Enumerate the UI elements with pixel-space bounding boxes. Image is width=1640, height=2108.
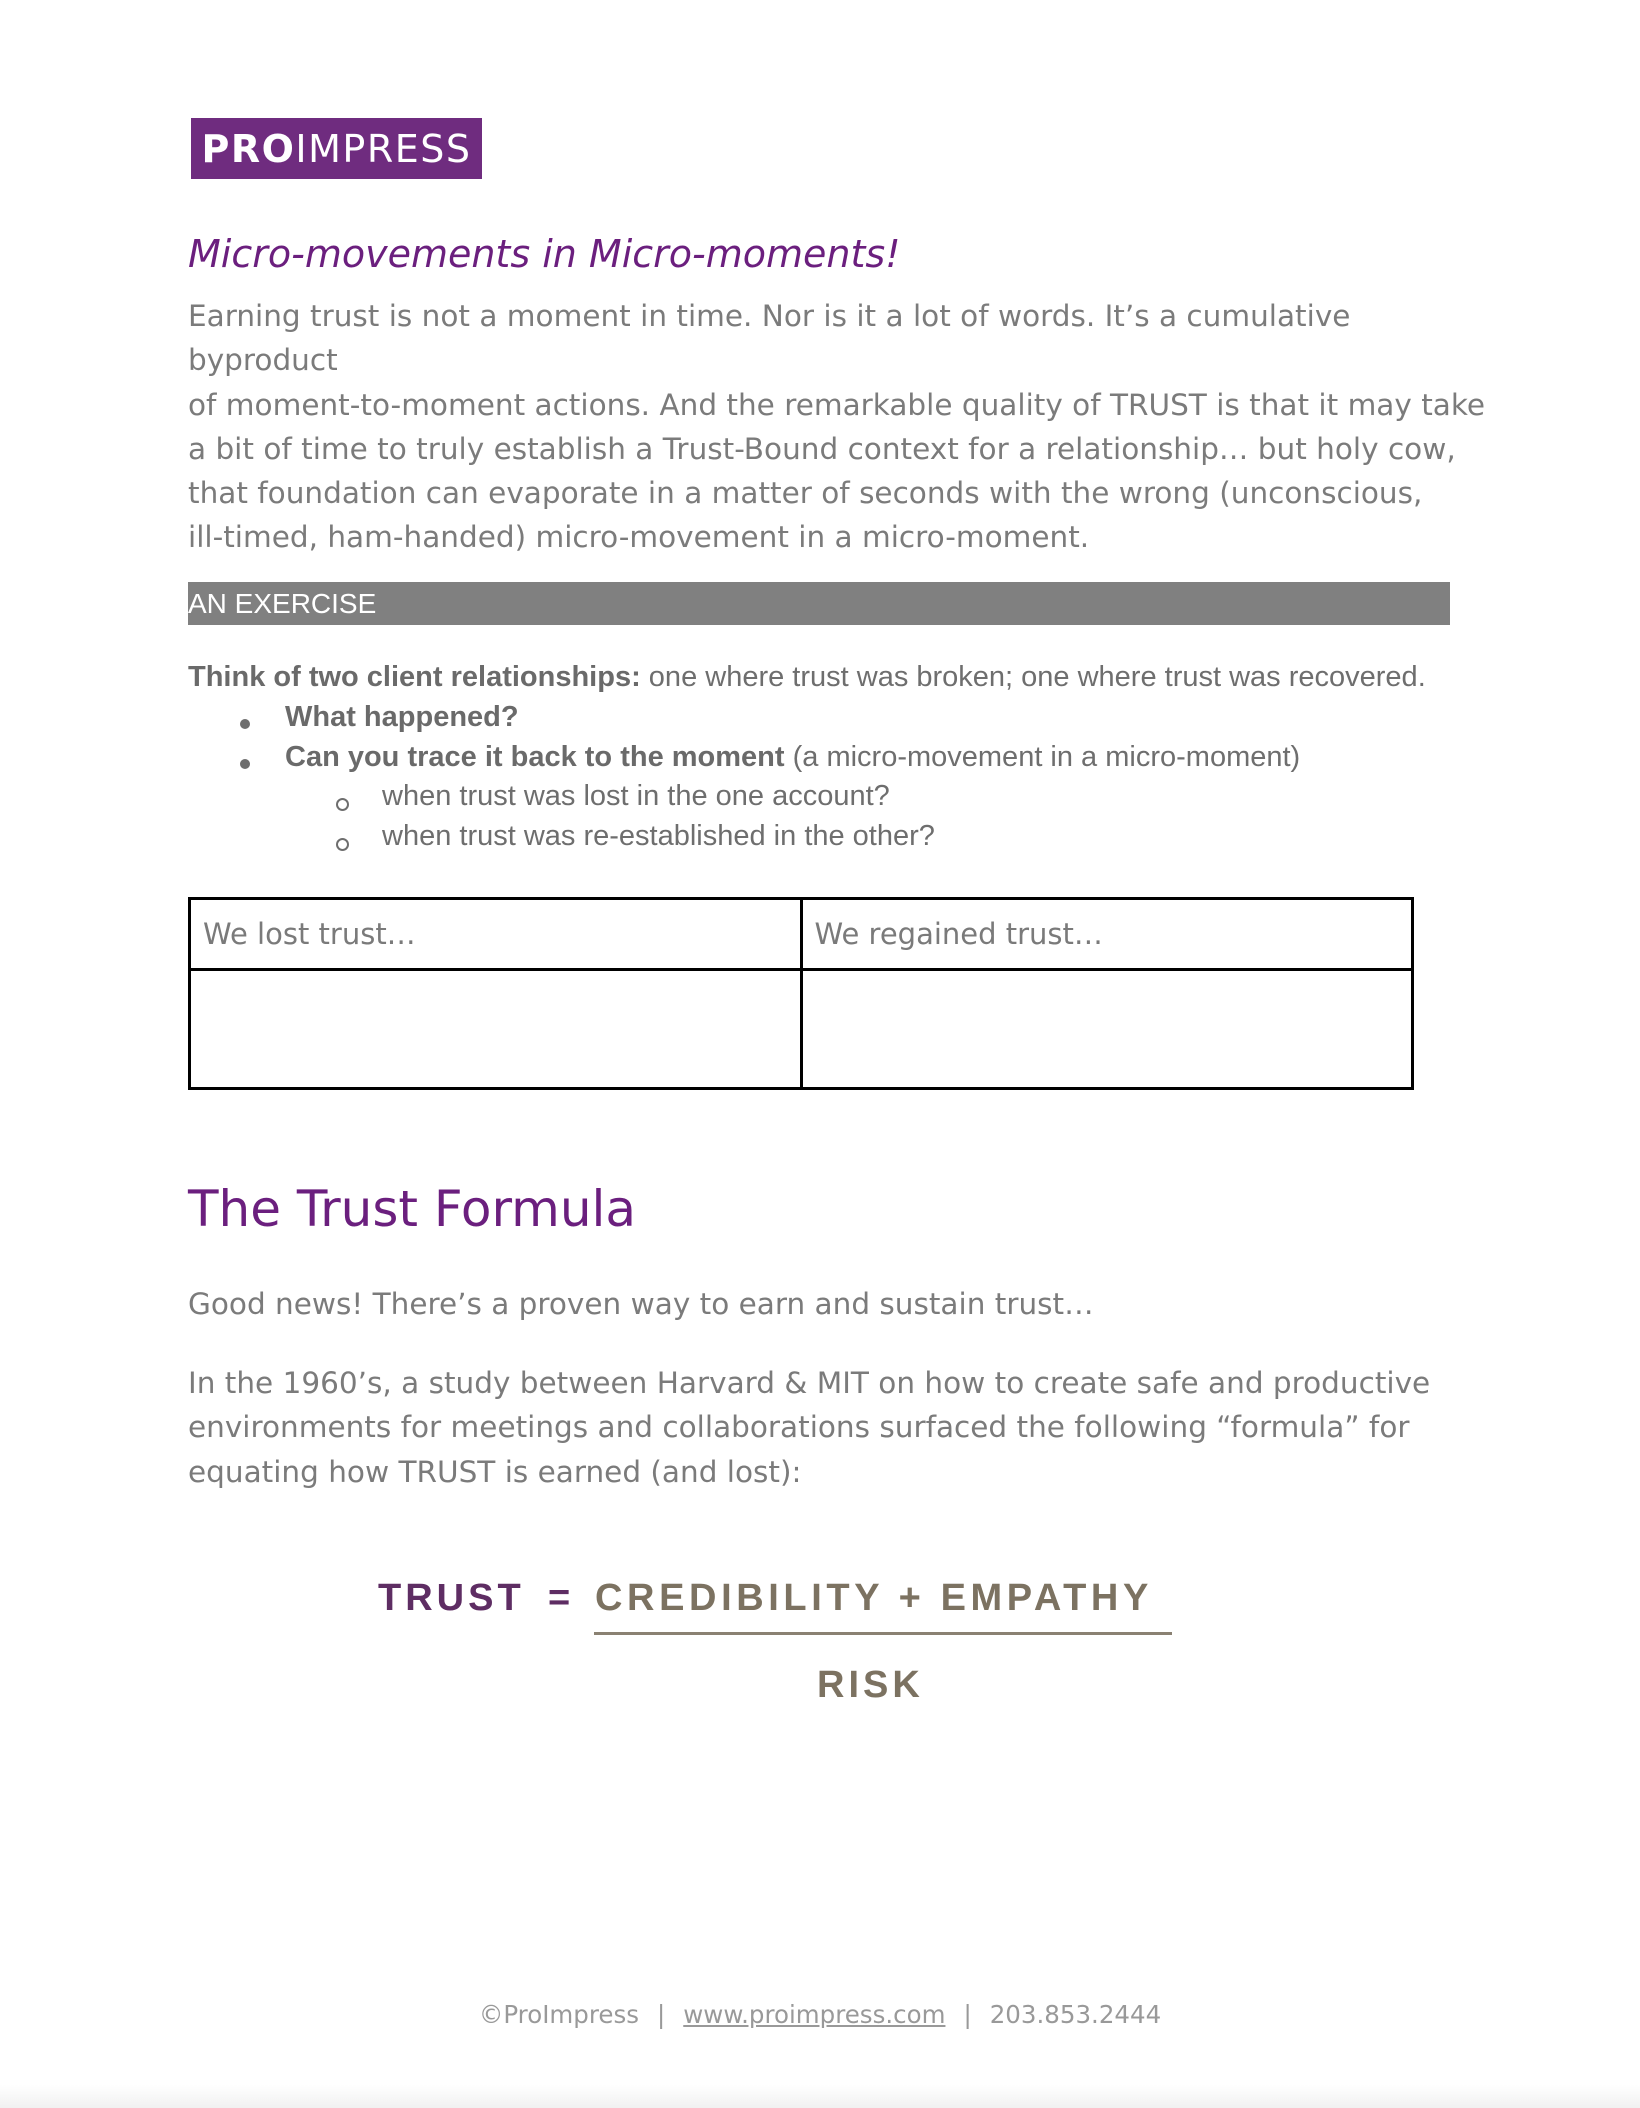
footer (0, 2000, 1640, 2029)
sub-bullet-regained: when trust was re-established in the other? (382, 820, 935, 852)
intro-line: that foundation can evaporate in a matter of seconds with the wrong (unconscious, (188, 476, 1423, 511)
trust-table (188, 897, 1414, 1090)
intro-line: a bit of time to truly establish a Trust-Bound context for a relationship… but holy cow, (188, 431, 1456, 466)
study-line: equating how TRUST is earned (and lost): (188, 1454, 802, 1489)
intro-line: of moment-to-moment actions. And the remarkable quality of TRUST is that it may take (188, 387, 1486, 422)
formula-denominator: RISK (817, 1664, 924, 1706)
good-news-text: Good news! There’s a proven way to earn and sustain trust… (188, 1287, 1094, 1321)
page-bottom-shade (0, 2085, 1640, 2108)
table-header-row (190, 899, 1413, 970)
table-header-lost: We lost trust… (190, 899, 802, 970)
sub-bullet-circle (336, 838, 349, 851)
exercise-prompt-bold: Think of two client relationships: (188, 661, 641, 693)
exercise-prompt (188, 661, 1426, 694)
table-row (190, 970, 1413, 1089)
formula-equals: = (548, 1577, 571, 1619)
bullet-item (285, 741, 1300, 774)
bullet-dot (240, 719, 250, 729)
bullet-trace-rest: (a micro-movement in a micro-moment) (784, 741, 1301, 773)
study-paragraph (188, 1361, 1468, 1494)
logo-impress: IMPRESS (295, 126, 472, 171)
sub-bullet-circle (336, 798, 349, 811)
formula-numerator: CREDIBILITY + EMPATHY (595, 1577, 1153, 1619)
footer-website-link[interactable]: www.proimpress.com (683, 2000, 946, 2029)
footer-copyright: ©ProImpress (478, 2000, 639, 2029)
formula-trust: TRUST (378, 1577, 525, 1619)
sub-bullet-lost: when trust was lost in the one account? (382, 780, 890, 812)
logo-pro: PRO (201, 126, 296, 171)
bullet-trace-bold: Can you trace it back to the moment (285, 741, 785, 773)
bullet-what-happened: What happened? (285, 701, 519, 733)
exercise-prompt-rest: one where trust was broken; one where trust was recovered. (640, 661, 1426, 693)
intro-paragraph (188, 294, 1508, 560)
bullet-dot (240, 759, 250, 769)
section-title: The Trust Formula (188, 1180, 637, 1238)
table-header-regained: We regained trust… (801, 899, 1413, 970)
footer-separator: | (656, 2000, 666, 2029)
exercise-bar: AN EXERCISE (188, 582, 1450, 625)
proimpress-logo (191, 118, 482, 179)
table-cell-lost[interactable] (190, 970, 802, 1089)
intro-line: ill-timed, ham-handed) micro-movement in a micro-moment. (188, 520, 1090, 555)
study-line: environments for meetings and collaborations surfaced the following “formula” for (188, 1410, 1410, 1445)
footer-phone: 203.853.2444 (989, 2000, 1162, 2029)
subheading: Micro-movements in Micro-moments! (188, 232, 901, 276)
footer-separator: | (963, 2000, 972, 2029)
study-line: In the 1960’s, a study between Harvard & MIT on how to create safe and productive (188, 1366, 1431, 1400)
intro-line: Earning trust is not a moment in time. Nor is it a lot of words. It’s a cumulative byproduct (188, 299, 1351, 378)
bullet-item (285, 701, 519, 734)
formula-fraction-line (594, 1632, 1172, 1635)
table-cell-regained[interactable] (801, 970, 1413, 1089)
